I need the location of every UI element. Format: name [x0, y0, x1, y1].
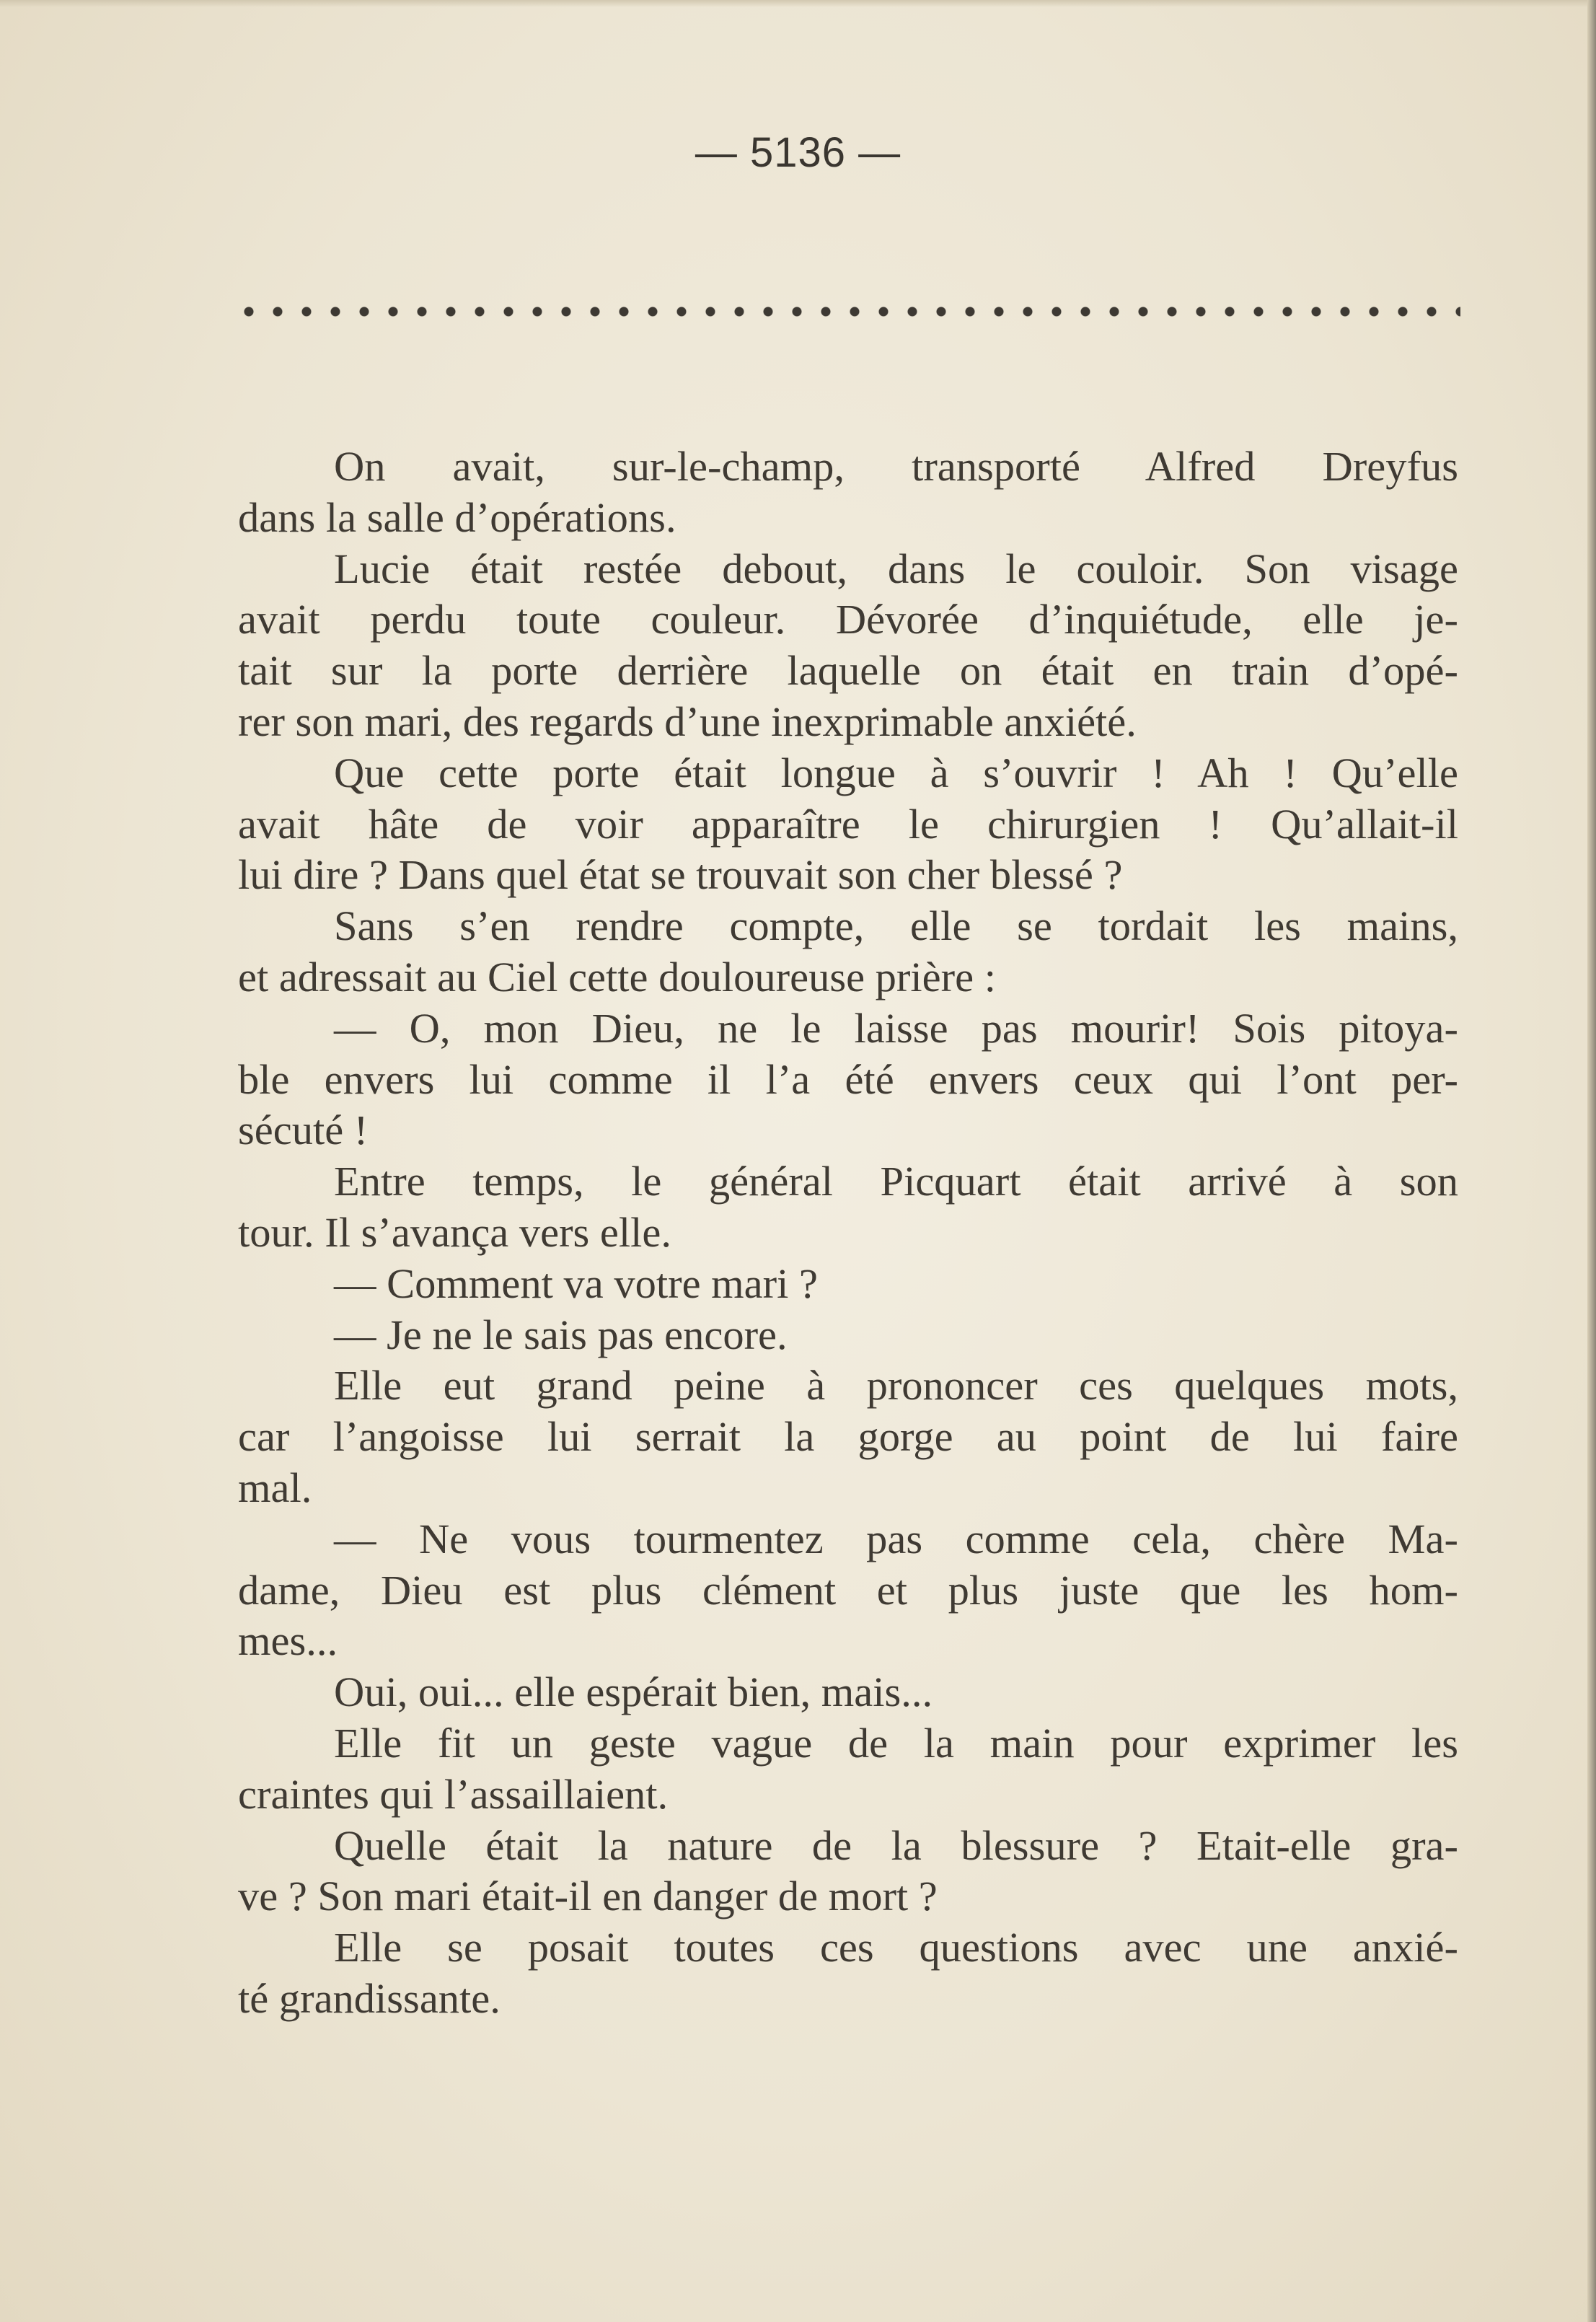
text-line: ve ? Son mari était-il en danger de mort ? — [238, 1873, 938, 1920]
text-line: car l’angoisse lui serrait la gorge au point de lui faire — [238, 1413, 1458, 1461]
text-line: Elle eut grand peine à prononcer ces quelques mots, — [334, 1362, 1458, 1410]
text-line: On avait, sur-le-champ, transporté Alfred Dreyfus — [334, 443, 1458, 490]
body-text — [238, 441, 1458, 2025]
text-line: et adressait au Ciel cette douloureuse prière : — [238, 953, 996, 1001]
text-line: mal. — [238, 1464, 312, 1511]
text-line: tour. Il s’avança vers elle. — [238, 1208, 671, 1256]
text-line: mes... — [238, 1617, 338, 1665]
text-line: sécuté ! — [238, 1107, 369, 1154]
text-line: rer son mari, des regards d’une inexprimable anxiété. — [238, 698, 1137, 745]
text-line: craintes qui l’assaillaient. — [238, 1770, 669, 1818]
text-line: lui dire ? Dans quel état se trouvait son cher blessé ? — [238, 851, 1123, 899]
text-line: tait sur la porte derrière laquelle on était en train d’opé- — [238, 647, 1458, 695]
page-number: — 5136 — — [695, 129, 901, 176]
page-right-edge — [1587, 0, 1596, 2322]
text-line: — Je ne le sais pas encore. — [334, 1311, 788, 1358]
text-line: — Ne vous tourmentez pas comme cela, chère Ma- — [334, 1515, 1458, 1562]
text-line: té grandissante. — [238, 1974, 501, 2022]
text-line: Sans s’en rendre compte, elle se tordait les mains, — [334, 902, 1458, 950]
text-line: Oui, oui... elle espérait bien, mais... — [334, 1668, 933, 1716]
text-line: Que cette porte était longue à s’ouvrir ! Ah ! Qu’elle — [334, 749, 1458, 796]
text-line: — Comment va votre mari ? — [334, 1259, 818, 1307]
text-line: Elle fit un geste vague de la main pour exprimer les — [334, 1719, 1458, 1767]
text-line: avait hâte de voir apparaître le chirurgien ! Qu’allait-il — [238, 800, 1458, 848]
text-line: ble envers lui comme il l’a été envers ceux qui l’ont per- — [238, 1055, 1458, 1103]
text-line: — O, mon Dieu, ne le laisse pas mourir! Sois pitoya- — [334, 1004, 1458, 1052]
text-line: Quelle était la nature de la blessure ? Etait-elle gra- — [334, 1821, 1458, 1869]
page-top-edge — [0, 0, 1596, 7]
text-line: Entre temps, le général Picquart était arrivé à son — [334, 1158, 1458, 1205]
dotted-ornament-divider — [234, 297, 1460, 326]
text-line: Lucie était restée debout, dans le couloir. Son visage — [334, 545, 1458, 592]
text-line: Elle se posait toutes ces questions avec une anxié- — [334, 1924, 1458, 1971]
text-line: avait perdu toute couleur. Dévorée d’inquiétude, elle je- — [238, 596, 1458, 643]
text-line: dame, Dieu est plus clément et plus juste que les hom- — [238, 1566, 1458, 1614]
text-line: dans la salle d’opérations. — [238, 493, 676, 541]
